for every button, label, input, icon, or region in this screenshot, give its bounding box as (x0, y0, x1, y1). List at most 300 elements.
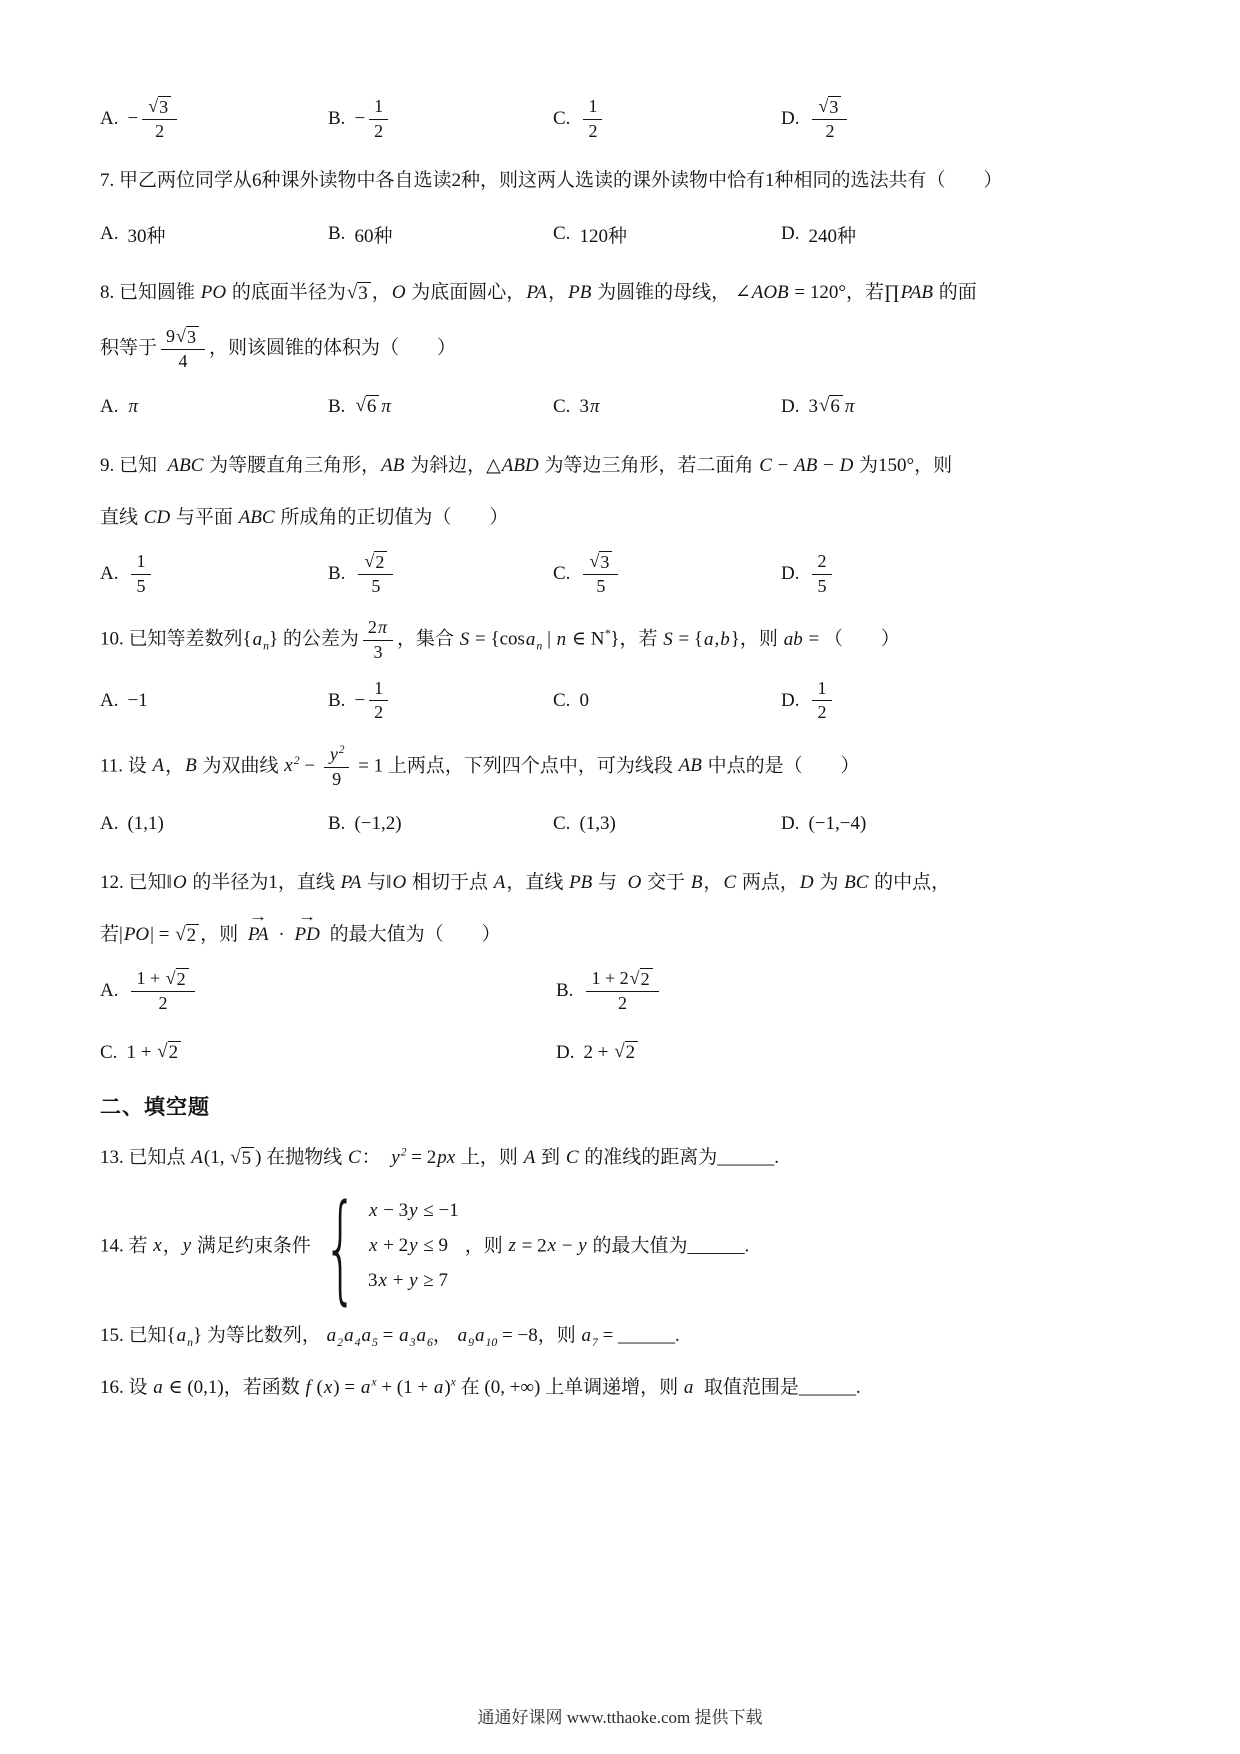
math-variable: ABC (238, 506, 275, 528)
math-variable: C (759, 454, 772, 476)
text-run: ) (255, 1146, 262, 1168)
fraction (812, 678, 831, 724)
option-content (354, 678, 392, 724)
fraction-denominator (131, 992, 194, 1015)
radicand: 3 (186, 326, 199, 348)
text-run: 2 (155, 120, 165, 141)
math-variable: z (508, 1234, 516, 1256)
text-run: ， (165, 755, 185, 777)
text-run: 1 (588, 96, 598, 117)
fraction (324, 744, 350, 790)
text-run: 3 (368, 1270, 378, 1291)
math-variable: A (152, 755, 165, 777)
math-variable: A (523, 1146, 536, 1168)
option-label: C. (553, 395, 571, 417)
math-variable: O (392, 872, 407, 894)
fraction-numerator (324, 744, 350, 768)
cases-row (368, 1200, 459, 1223)
text-run: 为等腰直角三角形， (204, 454, 381, 476)
text-run: | (542, 628, 556, 650)
math-variable: PO (123, 924, 150, 946)
superscript: 2 (400, 1145, 407, 1159)
math-variable: a (581, 1324, 591, 1346)
option-label: A. (100, 689, 119, 711)
cases-rows (368, 1200, 459, 1292)
fraction-numerator (586, 968, 658, 992)
option-label: A. (100, 223, 119, 245)
text-run: 3 (373, 641, 383, 662)
text-run: = { (673, 628, 704, 650)
math-variable: x (369, 1200, 378, 1222)
radical-sign-icon: √ (818, 395, 830, 417)
option-item (781, 221, 1146, 248)
text-run: = 2 (516, 1234, 547, 1256)
math-variable: A (191, 1146, 203, 1168)
text-run: ∈ N (567, 628, 605, 650)
subscript: 7 (591, 1335, 598, 1349)
math-variable: D (799, 872, 814, 894)
text-run: 240种 (808, 225, 856, 247)
option-item (328, 395, 553, 418)
superscript: x (450, 1375, 456, 1389)
text-run: + (387, 1270, 409, 1291)
text-run: ∈ (0,1) (163, 1376, 224, 1398)
option-item (556, 968, 1146, 1014)
math-variable: x (323, 1376, 333, 1398)
math-variable: y (409, 1235, 418, 1257)
option-item (781, 678, 1146, 724)
fraction-denominator (583, 575, 618, 598)
text-run: 的最大值为（ ） (324, 924, 501, 946)
option-label: D. (781, 108, 800, 130)
text-run: 1 (136, 550, 146, 571)
text-run: , (714, 628, 720, 650)
option-item (553, 396, 781, 418)
text-run: } (730, 628, 740, 650)
math-variable: PB (568, 282, 592, 304)
math-variable: y (329, 743, 338, 764)
text-run: 的准线的距离为______. (579, 1146, 780, 1168)
math-variable: y (578, 1234, 587, 1256)
option-content (583, 1041, 639, 1064)
fraction-numerator (161, 326, 205, 350)
option-content (127, 396, 139, 418)
option-item (781, 813, 1146, 835)
text-run: − (354, 108, 366, 130)
radical-sign-icon: √ (346, 282, 358, 304)
square-root (176, 326, 199, 348)
option-label: C. (553, 223, 571, 245)
text-run: 所成角的正切值为（ ） (275, 506, 509, 528)
math-variable: b (720, 628, 730, 650)
fraction (369, 96, 388, 142)
fraction (358, 551, 393, 597)
math-variable: a (399, 1324, 409, 1346)
text-run: | = (150, 924, 175, 946)
q10-options (100, 678, 1146, 724)
math-variable: a (683, 1376, 694, 1398)
math-variable: S (459, 628, 470, 650)
text-run: 2 + (583, 1041, 614, 1063)
text-run: (−1,2) (354, 813, 402, 835)
math-variable: a (153, 1376, 163, 1398)
radicand: 2 (168, 1041, 182, 1064)
text-run: 的面 (934, 282, 977, 304)
fraction-numerator (812, 678, 831, 702)
text-run: ，则 (200, 924, 243, 946)
option-item (100, 551, 328, 597)
text-run: 3 (579, 395, 589, 417)
math-variable: y (409, 1270, 418, 1291)
radicand: 2 (186, 924, 200, 947)
text-run: 在 (0, +∞) 上单调递增，则 (455, 1376, 683, 1398)
text-run: 0 (579, 689, 589, 711)
math-variable: a (416, 1324, 426, 1346)
radicand: 5 (241, 1147, 255, 1170)
math-variable: PO (200, 282, 227, 304)
text-run: 相切于点 (407, 872, 493, 894)
section-heading-fill-in (100, 1091, 1146, 1121)
text-run: · (273, 924, 290, 946)
text-run: 13. 已知点 (100, 1146, 191, 1168)
text-run: 2 (158, 992, 168, 1013)
text-run: 中点的是（ ） (702, 755, 860, 777)
math-variable: a (433, 1376, 444, 1398)
radicand: 2 (625, 1041, 639, 1064)
option-item (553, 96, 781, 142)
option-label: D. (781, 223, 800, 245)
text-run: 积等于 (100, 337, 158, 359)
radical-sign-icon: √ (176, 326, 186, 347)
radical-sign-icon: √ (629, 968, 640, 989)
q11-options (100, 804, 1146, 844)
text-run: 30种 (127, 225, 166, 247)
text-run: 的最大值为______. (587, 1234, 750, 1256)
radicand: 3 (158, 96, 171, 118)
math-variable: CD (143, 506, 171, 528)
fraction-numerator (369, 96, 388, 120)
text-run: 与 (593, 872, 627, 894)
math-variable: O (627, 872, 642, 894)
radical-sign-icon: √ (157, 1041, 168, 1063)
q12-options-cd (100, 1033, 1146, 1073)
option-content (579, 396, 600, 418)
text-run: 为底面圆心， (406, 282, 526, 304)
text-run: 2 (817, 550, 827, 571)
option-label: B. (556, 980, 574, 1002)
q6-options (100, 96, 1146, 142)
fraction-numerator (363, 617, 393, 641)
text-run: 7. 甲乙两位同学从6种课外读物中各自选读2种，则这两人选读的课外读物中恰有1种相同的选法共有（ ） (100, 170, 1003, 192)
math-variable: a (344, 1324, 354, 1346)
option-label: D. (781, 813, 800, 835)
math-variable: O (172, 872, 187, 894)
option-content (808, 551, 835, 597)
option-item (328, 678, 553, 724)
option-item (553, 551, 781, 597)
option-label: A. (100, 395, 119, 417)
text-run: 9. 已知 (100, 454, 167, 476)
fraction-denominator (363, 641, 393, 664)
option-content (579, 551, 622, 597)
radical-sign-icon: √ (589, 550, 600, 571)
option-content (808, 678, 835, 724)
q8-options (100, 387, 1146, 427)
option-content (127, 221, 165, 248)
option-label: D. (781, 395, 800, 417)
text-run: 1 + (126, 1041, 157, 1063)
fraction (812, 96, 847, 142)
option-content (582, 968, 662, 1014)
option-item (100, 221, 328, 248)
superscript: 2 (293, 754, 300, 768)
text-run: − (299, 755, 320, 777)
text-run: 14. 若 (100, 1234, 153, 1256)
fraction (812, 551, 831, 597)
q12-options-ab (100, 968, 1146, 1014)
square-root (355, 395, 379, 418)
option-content (127, 690, 147, 712)
text-run: 为圆锥的母线， ∠ (592, 282, 751, 304)
text-run: 的底面半径为 (227, 282, 346, 304)
text-run: 120种 (579, 225, 627, 247)
option-label: B. (328, 813, 346, 835)
fraction (369, 678, 388, 724)
left-brace-icon: { (323, 1177, 358, 1316)
text-run: 若 (100, 924, 120, 946)
text-run: ，则 (739, 628, 783, 650)
square-root (157, 1041, 181, 1064)
math-variable: a (457, 1324, 468, 1346)
text-run: ，直线 (506, 872, 569, 894)
option-content (126, 1041, 182, 1064)
option-label: B. (328, 223, 346, 245)
text-run: 2 (817, 702, 827, 723)
text-run: = 2 (406, 1146, 437, 1168)
superscript: 2 (338, 743, 345, 756)
text-run: = 120°，若∏ (789, 282, 900, 304)
superscript: * (604, 627, 611, 641)
math-variable: S (663, 628, 673, 650)
radicand: 2 (176, 968, 189, 990)
math-variable: a (252, 628, 263, 650)
option-item (781, 96, 1146, 142)
math-variable: π (844, 395, 855, 417)
subscript: n (263, 639, 270, 653)
text-run: 12. 已知‖ (100, 872, 172, 894)
fraction-denominator (131, 575, 150, 598)
q13-text (100, 1139, 1146, 1177)
text-run: ， (548, 282, 568, 304)
fraction-numerator (131, 968, 194, 992)
text-run: 两点， (737, 872, 799, 894)
radical-sign-icon: √ (614, 1041, 625, 1063)
radical-sign-icon: √ (165, 968, 176, 989)
math-variable: x (284, 755, 293, 777)
math-variable: π (589, 395, 600, 417)
fraction-denominator (586, 992, 658, 1015)
radicand: 3 (828, 96, 841, 118)
text-run: 11. 设 (100, 755, 152, 777)
text-run: 到 (536, 1146, 565, 1168)
square-root (614, 1041, 638, 1064)
math-variable: π (128, 395, 139, 417)
text-run: 为150°，则 (854, 454, 953, 476)
text-run: 交于 (642, 872, 690, 894)
radicand: 3 (357, 282, 371, 305)
text-run: 1 (817, 677, 827, 698)
radicand: 2 (374, 551, 387, 573)
text-run: ，若 (619, 628, 663, 650)
math-variable: ab (783, 628, 803, 650)
option-label: A. (100, 563, 119, 585)
text-run: ，则该圆锥的体积为（ ） (208, 337, 456, 359)
square-root (818, 96, 841, 118)
subscript: 3 (409, 1335, 416, 1349)
text-run: { (242, 628, 252, 650)
math-variable: B (185, 755, 197, 777)
text-run: = −8，则 (497, 1324, 581, 1346)
math-variable: PAB (900, 282, 934, 304)
text-run: 5 (371, 575, 381, 596)
q7-options (100, 214, 1146, 254)
page-footer: 通通好课网 www.tthaoke.com 提供下载 (477, 1708, 763, 1727)
q8-line1 (100, 274, 1146, 312)
fraction-numerator (131, 551, 150, 575)
option-content (579, 221, 627, 248)
q10-text (100, 617, 1146, 663)
math-variable: a (475, 1324, 485, 1346)
square-root (630, 968, 653, 990)
text-run: 2 (374, 702, 384, 723)
text-run: + (1 + (376, 1376, 433, 1398)
text-run: { (166, 1324, 176, 1346)
square-root (364, 551, 387, 573)
square-root (589, 551, 612, 573)
text-run: (1, (203, 1146, 230, 1168)
text-run: 5 (136, 575, 146, 596)
text-run: 的半径为1，直线 (187, 872, 340, 894)
text-run: } (193, 1324, 203, 1346)
option-item (100, 968, 556, 1014)
text-run: 2 (825, 120, 835, 141)
text-run: ) (444, 1376, 451, 1398)
option-label: D. (556, 1041, 575, 1063)
option-content (127, 96, 181, 142)
radicand: 3 (599, 551, 612, 573)
subscript: n (536, 639, 543, 653)
option-label: C. (100, 1041, 118, 1063)
text-run: 2 (367, 617, 377, 638)
math-variable: B (690, 872, 703, 894)
text-run: + 2 (378, 1235, 409, 1257)
math-variable: y (391, 1146, 400, 1168)
fraction-denominator (358, 575, 393, 598)
math-variable: x (547, 1234, 557, 1256)
math-variable: a (176, 1324, 187, 1346)
option-item (100, 813, 328, 835)
text-run: ： (361, 1146, 391, 1168)
radical-sign-icon: √ (355, 395, 366, 417)
text-run: 取值范围是______. (694, 1376, 861, 1398)
option-content (354, 813, 401, 835)
math-variable: y (409, 1200, 418, 1222)
math-variable: AOB (751, 282, 789, 304)
math-variable: C (565, 1146, 579, 1168)
text-run: − (354, 689, 366, 711)
radical-sign-icon: √ (818, 96, 829, 116)
text-run: ，若函数 (223, 1376, 305, 1398)
fraction (583, 96, 602, 142)
math-variable: π (381, 395, 391, 417)
math-variable: AB (794, 454, 818, 476)
fraction (586, 968, 658, 1014)
square-root (819, 395, 843, 418)
radicand: 6 (366, 395, 380, 418)
fraction-denominator (369, 701, 388, 724)
cases-row (368, 1270, 459, 1293)
option-content (579, 96, 606, 142)
math-variable: a (361, 1324, 371, 1346)
text-run: 2 (618, 992, 628, 1013)
exam-content (100, 92, 1146, 1421)
radical-sign-icon: √ (175, 924, 186, 946)
text-run: 的公差为 (278, 628, 359, 650)
vector-over-arrow: PD → (292, 916, 321, 954)
option-item (100, 1041, 556, 1064)
option-item (328, 96, 553, 142)
square-root (175, 924, 199, 947)
fraction-numerator (583, 551, 618, 575)
q7-text (100, 162, 1146, 200)
text-run: 为 (814, 872, 844, 894)
text-run: 1 (374, 677, 384, 698)
option-item (553, 221, 781, 248)
fraction-denominator (812, 575, 831, 598)
option-content (808, 96, 851, 142)
text-run: 为双曲线 (197, 755, 284, 777)
text-run: ， (432, 1324, 457, 1346)
option-label: C. (553, 108, 571, 130)
text-run: = {cos (470, 628, 525, 650)
text-run: 1 + 2 (591, 968, 629, 989)
option-label: C. (553, 813, 571, 835)
text-run: 2 (588, 120, 598, 141)
q12-line1 (100, 864, 1146, 902)
fraction (131, 551, 150, 597)
option-item (781, 395, 1146, 418)
option-content (127, 968, 198, 1014)
text-run: − 3 (378, 1200, 409, 1222)
math-variable: px (437, 1146, 456, 1168)
fraction-numerator (142, 96, 177, 120)
q9-options (100, 551, 1146, 597)
radical-sign-icon: √ (148, 96, 159, 116)
text-run: 60种 (354, 225, 393, 247)
math-variable: O (391, 282, 406, 304)
math-variable: AB (678, 755, 702, 777)
text-run: 2 (374, 120, 384, 141)
fraction-denominator (812, 701, 831, 724)
text-run: ， (371, 282, 391, 304)
math-variable: a (704, 628, 714, 650)
radical-sign-icon: √ (230, 1146, 241, 1168)
text-run: 8. 已知圆锥 (100, 282, 200, 304)
constraint-system (317, 1177, 459, 1316)
text-run: ) = (333, 1376, 360, 1398)
text-run: − (818, 454, 839, 476)
subscript: n (187, 1335, 194, 1349)
